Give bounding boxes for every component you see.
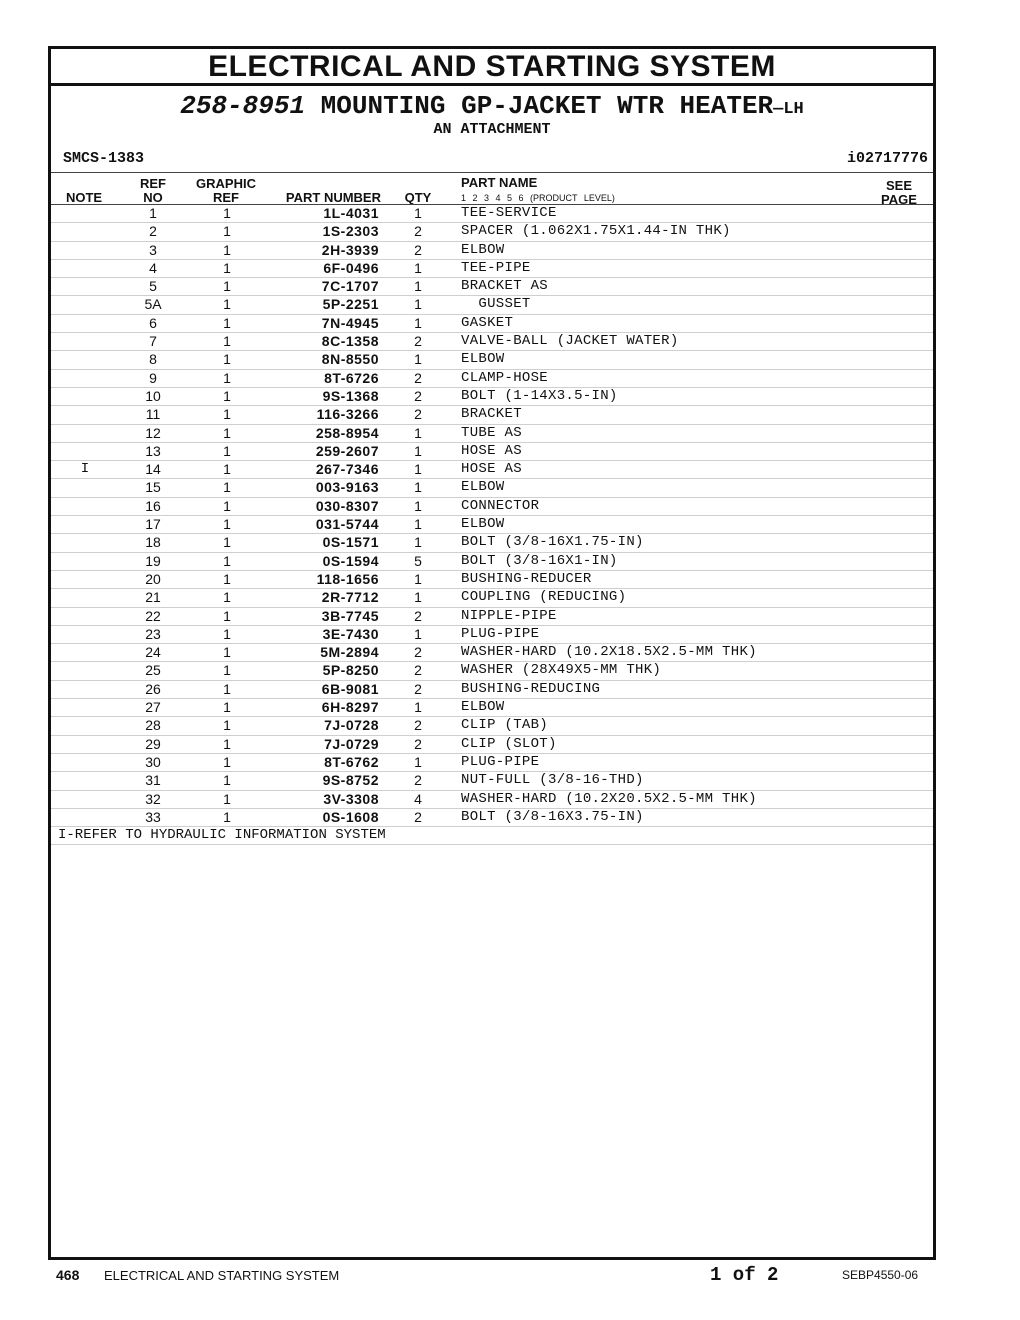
part-qty: 1 [414, 278, 422, 295]
part-ref-no: 20 [145, 570, 161, 587]
part-number: 030-8307 [315, 497, 379, 514]
part-qty: 1 [414, 570, 422, 587]
part-name: BUSHING-REDUCING [461, 680, 601, 697]
header-note: NOTE [65, 190, 103, 205]
part-graphic-ref: 1 [223, 241, 231, 258]
part-name: WASHER-HARD (10.2X20.5X2.5-MM THK) [461, 790, 757, 807]
group-suffix: —LH [773, 100, 804, 119]
part-name: BRACKET AS [461, 278, 549, 295]
part-graphic-ref: 1 [223, 406, 231, 423]
part-graphic-ref: 1 [223, 296, 231, 313]
part-graphic-ref: 1 [223, 625, 231, 642]
part-qty: 1 [414, 753, 422, 770]
part-number: 8T-6726 [324, 369, 379, 386]
part-graphic-ref: 1 [223, 644, 231, 661]
part-graphic-ref: 1 [223, 314, 231, 331]
table-row [51, 223, 933, 241]
part-number: 5M-2894 [320, 644, 379, 661]
part-name: GASKET [461, 314, 514, 331]
part-number: 2H-3939 [321, 241, 379, 258]
footnote: I-REFER TO HYDRAULIC INFORMATION SYSTEM [51, 827, 933, 845]
part-qty: 2 [414, 717, 422, 734]
part-name: TUBE AS [461, 424, 522, 441]
part-ref-no: 7 [149, 333, 157, 350]
part-graphic-ref: 1 [223, 753, 231, 770]
footer-doc-id: SEBP4550-06 [842, 1268, 919, 1282]
part-qty: 2 [414, 223, 422, 240]
part-ref-no: 11 [145, 406, 161, 423]
table-row [51, 205, 933, 223]
part-qty: 1 [414, 479, 422, 496]
table-row [51, 717, 933, 735]
part-qty: 1 [414, 205, 422, 221]
part-name: SPACER (1.062X1.75X1.44-IN THK) [461, 223, 731, 240]
part-qty: 1 [414, 516, 422, 533]
part-graphic-ref: 1 [223, 552, 231, 569]
part-graphic-ref: 1 [223, 333, 231, 350]
part-name: GUSSET [461, 296, 531, 313]
part-note: I [80, 461, 90, 478]
part-number: 003-9163 [315, 479, 379, 496]
part-ref-no: 17 [145, 516, 161, 533]
table-row [51, 242, 933, 260]
part-graphic-ref: 1 [223, 662, 231, 679]
part-name: TEE-SERVICE [461, 205, 557, 221]
table-row [51, 553, 933, 571]
group-name: MOUNTING GP-JACKET WTR HEATER [320, 91, 774, 121]
part-graphic-ref: 1 [223, 680, 231, 697]
group-number: 258-8951 [180, 91, 306, 121]
part-number: 0S-1571 [322, 534, 379, 551]
part-ref-no: 16 [145, 497, 161, 514]
part-ref-no: 28 [145, 717, 161, 734]
table-row [51, 278, 933, 296]
part-qty: 1 [414, 424, 422, 441]
part-qty: 2 [414, 241, 422, 258]
part-graphic-ref: 1 [223, 497, 231, 514]
table-row [51, 534, 933, 552]
header-see-top: SEE [885, 178, 912, 193]
part-qty: 2 [414, 662, 422, 679]
footer-section: ELECTRICAL AND STARTING SYSTEM [104, 1268, 340, 1283]
part-qty: 1 [414, 461, 422, 478]
part-name: BRACKET [461, 406, 522, 423]
part-graphic-ref: 1 [223, 205, 231, 221]
part-name: BOLT (1-14X3.5-IN) [461, 387, 618, 404]
part-ref-no: 3 [149, 241, 157, 258]
table-row [51, 351, 933, 369]
part-number: 118-1656 [316, 570, 379, 587]
header-part-name: PART NAME [461, 175, 538, 190]
part-number: 116-3266 [316, 406, 379, 423]
part-graphic-ref: 1 [223, 223, 231, 240]
part-qty: 1 [414, 497, 422, 514]
header-ref [131, 177, 175, 205]
part-graphic-ref: 1 [223, 424, 231, 441]
part-number: 031-5744 [315, 516, 379, 533]
part-ref-no: 24 [145, 644, 161, 661]
part-graphic-ref: 1 [223, 772, 231, 789]
part-number: 7C-1707 [321, 278, 379, 295]
part-graphic-ref: 1 [223, 790, 231, 807]
part-number: 0S-1608 [322, 808, 379, 825]
part-ref-no: 31 [145, 772, 161, 789]
smcs-code: SMCS-1383 [63, 150, 145, 167]
part-qty: 1 [414, 534, 422, 551]
part-number: 1S-2303 [322, 223, 379, 240]
part-ref-no: 23 [145, 625, 161, 642]
part-graphic-ref: 1 [223, 607, 231, 624]
part-number: 6B-9081 [321, 680, 379, 697]
part-ref-no: 12 [145, 424, 161, 441]
part-ref-no: 5A [144, 296, 162, 313]
table-row [51, 699, 933, 717]
table-row [51, 754, 933, 772]
part-number: 5P-8250 [322, 662, 379, 679]
part-graphic-ref: 1 [223, 442, 231, 459]
part-graphic-ref: 1 [223, 351, 231, 368]
part-ref-no: 18 [145, 534, 161, 551]
footer-page-of: 1 of 2 [710, 1264, 779, 1286]
part-name: PLUG-PIPE [461, 625, 540, 642]
part-number: 259-2607 [315, 442, 379, 459]
table-row [51, 296, 933, 314]
table-row [51, 370, 933, 388]
part-qty: 2 [414, 607, 422, 624]
part-qty: 2 [414, 680, 422, 697]
part-graphic-ref: 1 [223, 479, 231, 496]
table-row [51, 425, 933, 443]
part-number: 3B-7745 [321, 607, 379, 624]
part-qty: 1 [414, 699, 422, 716]
part-graphic-ref: 1 [223, 534, 231, 551]
table-row [51, 644, 933, 662]
part-number: 7N-4945 [321, 314, 379, 331]
part-name: ELBOW [461, 516, 505, 533]
part-qty: 2 [414, 735, 422, 752]
part-name: ELBOW [461, 699, 505, 716]
part-ref-no: 29 [145, 735, 161, 752]
part-ref-no: 27 [145, 699, 161, 716]
part-number: 267-7346 [315, 461, 379, 478]
header-rule [51, 172, 933, 173]
part-ref-no: 8 [149, 351, 157, 368]
part-name: NIPPLE-PIPE [461, 607, 557, 624]
part-ref-no: 21 [145, 589, 161, 606]
part-qty: 1 [414, 296, 422, 313]
part-qty: 2 [414, 333, 422, 350]
attachment-label: AN ATTACHMENT [433, 121, 551, 138]
table-row [51, 589, 933, 607]
part-name: BOLT (3/8-16X1-IN) [461, 552, 618, 569]
part-qty: 1 [414, 351, 422, 368]
table-row [51, 443, 933, 461]
part-ref-no: 10 [145, 387, 161, 404]
part-ref-no: 4 [149, 259, 157, 276]
part-number: 6H-8297 [321, 699, 379, 716]
table-row [51, 681, 933, 699]
part-graphic-ref: 1 [223, 278, 231, 295]
table-row [51, 608, 933, 626]
part-graphic-ref: 1 [223, 589, 231, 606]
part-number: 7J-0729 [324, 735, 379, 752]
illustration-id: i02717776 [846, 150, 928, 167]
part-number: 9S-8752 [322, 772, 379, 789]
part-graphic-ref: 1 [223, 387, 231, 404]
part-ref-no: 26 [145, 680, 161, 697]
table-row [51, 809, 933, 827]
part-qty: 2 [414, 387, 422, 404]
part-name: HOSE AS [461, 461, 522, 478]
table-row [51, 736, 933, 754]
part-graphic-ref: 1 [223, 699, 231, 716]
header-qty: QTY [404, 190, 432, 205]
part-graphic-ref: 1 [223, 808, 231, 825]
table-row [51, 388, 933, 406]
table-row [51, 479, 933, 497]
part-graphic-ref: 1 [223, 516, 231, 533]
header-see-page [869, 179, 929, 207]
table-row [51, 516, 933, 534]
part-number: 5P-2251 [322, 296, 379, 313]
part-number: 8T-6762 [324, 753, 379, 770]
part-name: COUPLING (REDUCING) [461, 589, 627, 606]
part-ref-no: 15 [145, 479, 161, 496]
part-name: CLIP (SLOT) [461, 735, 557, 752]
part-name: PLUG-PIPE [461, 753, 540, 770]
part-qty: 1 [414, 589, 422, 606]
part-number: 9S-1368 [322, 387, 379, 404]
part-number: 7J-0728 [324, 717, 379, 734]
part-qty: 1 [414, 625, 422, 642]
part-qty: 1 [414, 259, 422, 276]
parts-table [51, 204, 933, 845]
part-qty: 2 [414, 772, 422, 789]
part-number: 6F-0496 [323, 259, 379, 276]
part-name: BUSHING-REDUCER [461, 570, 592, 587]
part-ref-no: 6 [149, 314, 157, 331]
part-graphic-ref: 1 [223, 461, 231, 478]
part-name: BOLT (3/8-16X1.75-IN) [461, 534, 644, 551]
part-ref-no: 9 [149, 369, 157, 386]
header-product-levels: 1 2 3 4 5 6 (PRODUCT LEVEL) [461, 193, 615, 203]
part-name: ELBOW [461, 351, 505, 368]
part-ref-no: 14 [145, 461, 161, 478]
part-ref-no: 5 [149, 278, 157, 295]
part-ref-no: 22 [145, 607, 161, 624]
header-graphic-bottom: REF [213, 190, 239, 205]
table-row [51, 260, 933, 278]
part-ref-no: 25 [145, 662, 161, 679]
header-part-number: PART NUMBER [285, 190, 381, 205]
table-row [51, 626, 933, 644]
part-name: ELBOW [461, 479, 505, 496]
table-row [51, 406, 933, 424]
part-number: 3V-3308 [323, 790, 379, 807]
table-row [51, 662, 933, 680]
group-title [51, 91, 933, 125]
part-qty: 4 [414, 790, 422, 807]
part-ref-no: 13 [145, 442, 161, 459]
table-row [51, 791, 933, 809]
part-name: TEE-PIPE [461, 259, 531, 276]
part-ref-no: 33 [145, 808, 161, 825]
part-ref-no: 30 [145, 753, 161, 770]
part-graphic-ref: 1 [223, 369, 231, 386]
header-ref-bottom: NO [143, 190, 163, 205]
part-name: VALVE-BALL (JACKET WATER) [461, 333, 679, 350]
part-qty: 1 [414, 314, 422, 331]
header-graphic-ref [191, 177, 261, 205]
part-name: CLAMP-HOSE [461, 369, 549, 386]
part-ref-no: 2 [149, 223, 157, 240]
part-qty: 2 [414, 808, 422, 825]
footer-page-number: 468 [56, 1267, 80, 1283]
part-ref-no: 1 [149, 205, 157, 221]
table-row [51, 571, 933, 589]
part-name: CONNECTOR [461, 497, 540, 514]
part-name: WASHER-HARD (10.2X18.5X2.5-MM THK) [461, 644, 757, 661]
part-qty: 2 [414, 406, 422, 423]
header-ref-top: REF [140, 176, 166, 191]
part-number: 1L-4031 [323, 205, 379, 221]
part-number: 3E-7430 [322, 625, 379, 642]
part-name: BOLT (3/8-16X3.75-IN) [461, 808, 644, 825]
parts-page-frame [48, 46, 936, 1260]
header-graphic-top: GRAPHIC [196, 176, 256, 191]
part-qty: 5 [414, 552, 422, 569]
part-qty: 1 [414, 442, 422, 459]
section-title: ELECTRICAL AND STARTING SYSTEM [51, 49, 933, 86]
table-row [51, 315, 933, 333]
part-name: HOSE AS [461, 442, 522, 459]
part-graphic-ref: 1 [223, 259, 231, 276]
part-qty: 2 [414, 644, 422, 661]
part-number: 8N-8550 [321, 351, 379, 368]
part-name: NUT-FULL (3/8-16-THD) [461, 772, 644, 789]
table-row [51, 498, 933, 516]
part-ref-no: 19 [145, 552, 161, 569]
part-name: CLIP (TAB) [461, 717, 549, 734]
table-row [51, 333, 933, 351]
part-graphic-ref: 1 [223, 717, 231, 734]
part-graphic-ref: 1 [223, 570, 231, 587]
table-row [51, 772, 933, 790]
table-row [51, 461, 933, 479]
header-see-bottom: PAGE [881, 192, 917, 207]
part-number: 0S-1594 [322, 552, 379, 569]
part-number: 258-8954 [315, 424, 379, 441]
part-number: 2R-7712 [321, 589, 379, 606]
part-number: 8C-1358 [321, 333, 379, 350]
part-name: ELBOW [461, 241, 505, 258]
part-qty: 2 [414, 369, 422, 386]
part-name: WASHER (28X49X5-MM THK) [461, 662, 662, 679]
part-ref-no: 32 [145, 790, 161, 807]
part-graphic-ref: 1 [223, 735, 231, 752]
